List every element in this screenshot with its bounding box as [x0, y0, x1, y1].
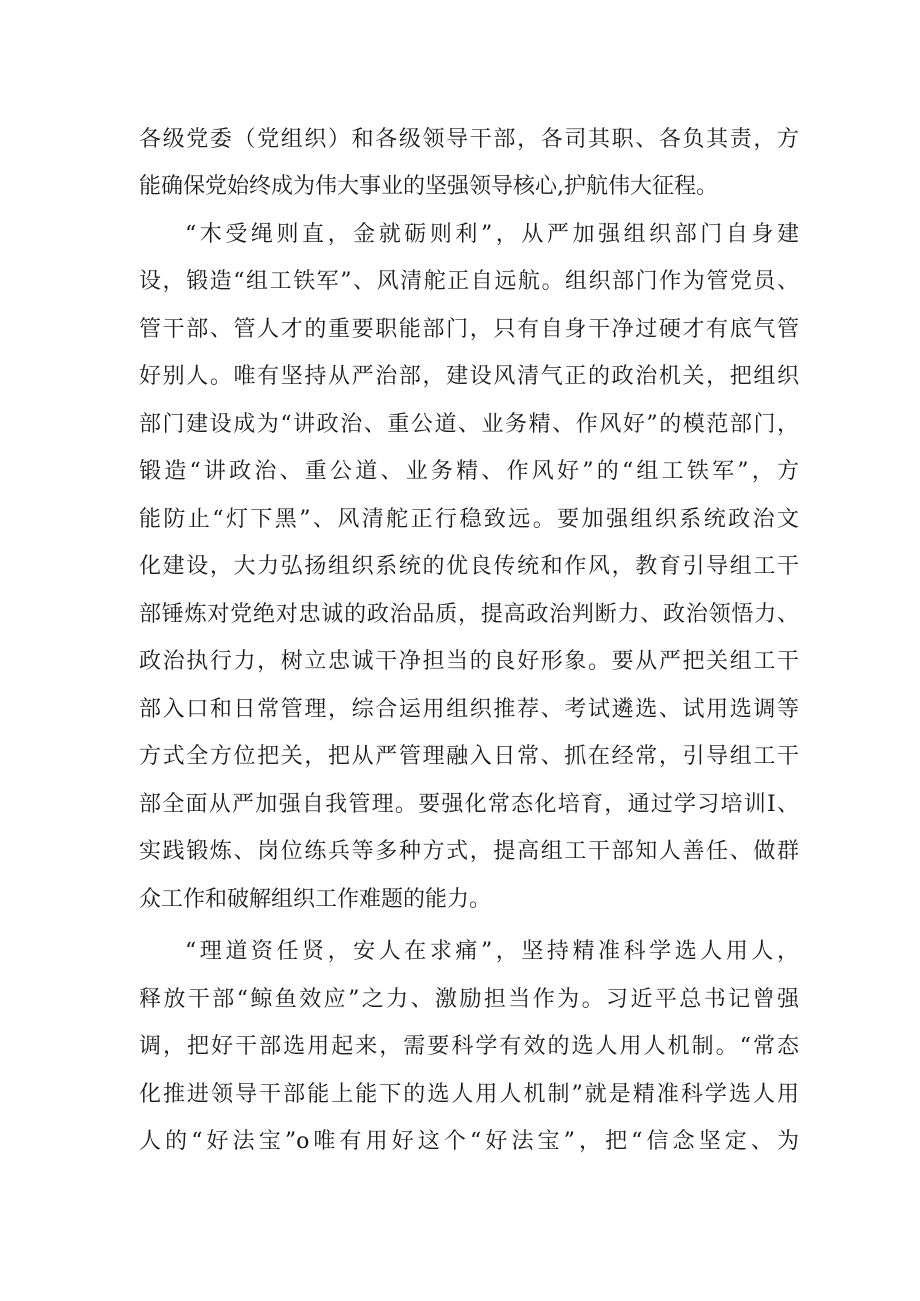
text-line: 部全面从严加强自我管理。要强化常态化培育，通过学习培训I、 [139, 792, 799, 817]
text-line: 众工作和破解组织工作难题的能力。 [139, 887, 492, 912]
text-line: 能确保党始终成为伟大事业的坚强领导核心,护航伟大征程。 [139, 174, 718, 199]
text-line: 调，把好干部选用起来，需要科学有效的选人用人机制。“常态 [139, 1034, 799, 1059]
text-line: 部锤炼对党绝对忠诚的政治品质，提高政治判断力、政治领悟力、 [139, 602, 799, 627]
text-line: 部门建设成为“讲政治、重公道、业务精、作风好”的模范部门， [139, 412, 799, 437]
text-line: 实践锻炼、岗位练兵等多种方式，提高组工干部知人善任、做群 [139, 839, 799, 864]
text-line: 部入口和日常管理，综合运用组织推荐、考试遴选、试用选调等 [139, 697, 799, 722]
text-line: 设，锻造“组工铁军”、风清舵正自远航。组织部门作为管党员、 [139, 269, 799, 294]
text-line: 人的“好法宝”o唯有用好这个“好法宝”，把“信念坚定、为 [139, 1129, 799, 1154]
text-line: 方式全方位把关，把从严管理融入日常、抓在经常，引导组工干 [139, 744, 799, 769]
text-line: 好别人。唯有坚持从严治部，建设风清气正的政治机关，把组织 [139, 364, 799, 389]
text-line: “理道资任贤，安人在求痛”，坚持精准科学选人用人， [185, 939, 799, 964]
text-line: “木受绳则直，金就砺则利”，从严加强组织部门自身建 [185, 222, 799, 247]
text-line: 化推进领导干部能上能下的选人用人机制”就是精准科学选人用 [139, 1082, 799, 1107]
text-line: 锻造“讲政治、重公道、业务精、作风好”的“组工铁军”，方 [139, 459, 799, 484]
text-line: 管干部、管人才的重要职能部门，只有自身干净过硬才有底气管 [139, 317, 799, 342]
text-line: 释放干部“鲸鱼效应”之力、激励担当作为。习近平总书记曾强 [139, 987, 799, 1012]
text-line: 化建设，大力弘扬组织系统的优良传统和作风，教育引导组工干 [139, 554, 799, 579]
text-line: 能防止“灯下黑”、风清舵正行稳致远。要加强组织系统政治文 [139, 507, 799, 532]
text-line: 政治执行力，树立忠诚干净担当的良好形象。要从严把关组工干 [139, 649, 799, 674]
text-line: 各级党委（党组织）和各级领导干部，各司其职、各负其责，方 [139, 127, 799, 152]
